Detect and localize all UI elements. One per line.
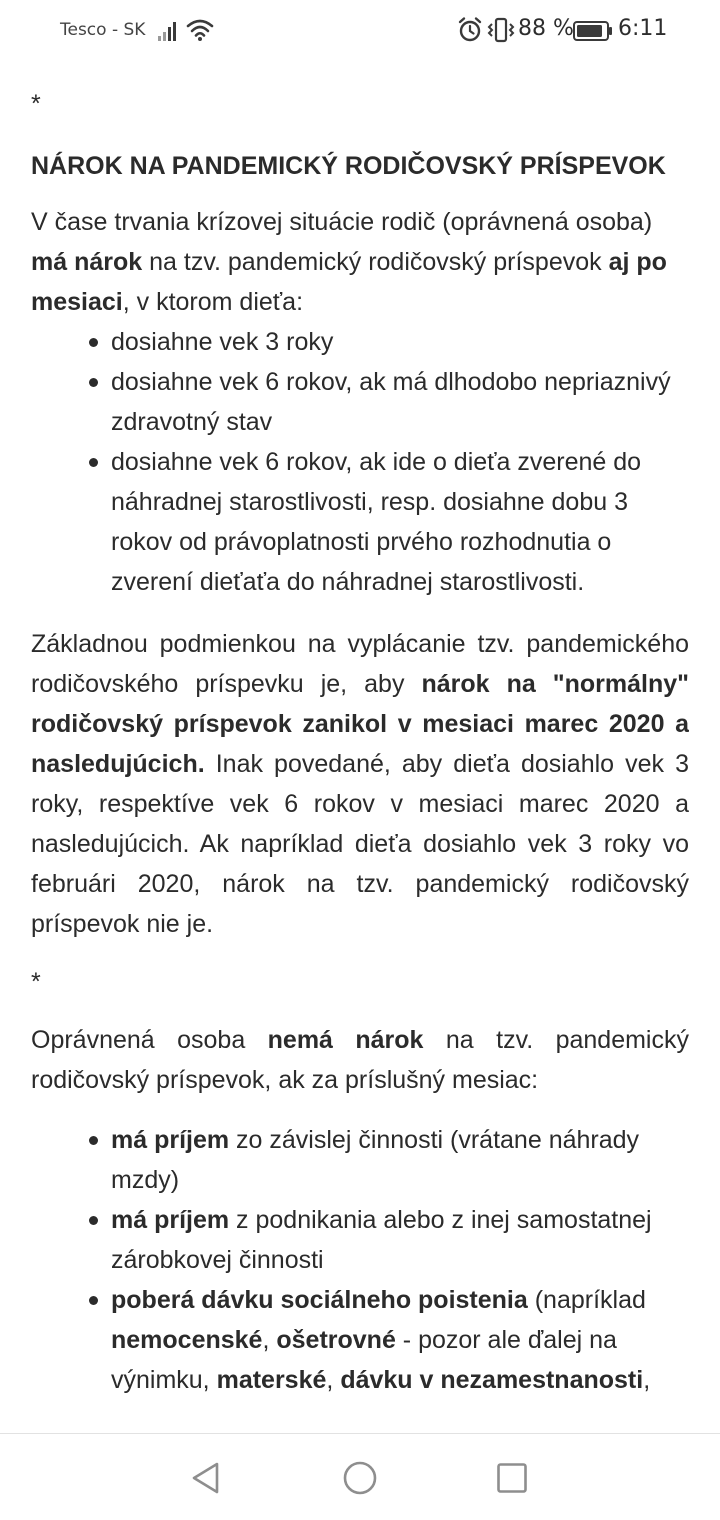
recent-apps-icon[interactable] (492, 1458, 532, 1498)
vibrate-icon (486, 17, 516, 43)
alarm-icon (457, 16, 483, 44)
list-item: dosiahne vek 6 rokov, ak ide o dieťa zverené do náhradnej starostlivosti, resp. dosiahne dobu 3 rokov od právoplatnosti prvého rozhodnutia o zverení dieťaťa do náhradnej starostlivosti. (111, 442, 689, 602)
exclusion-paragraph: Oprávnená osoba nemá nárok na tzv. pandemický rodičovský príspevok, ak za príslušný mesiac: (31, 1026, 689, 1094)
signal-icon (157, 20, 179, 42)
status-bar (0, 0, 720, 62)
wifi-icon (186, 18, 214, 42)
list-item: dosiahne vek 6 rokov, ak má dlhodobo nepriaznivý zdravotný stav (111, 362, 689, 442)
battery-icon (573, 21, 613, 41)
exclusion-list (31, 1120, 689, 1400)
article-content (31, 84, 689, 1432)
carrier-name: Tesco - SK (60, 20, 146, 40)
condition-paragraph: Základnou podmienkou na vyplácanie tzv. pandemického rodičovského príspevku je, aby nárok na "normálny" rodičovský príspevok zanikol v mesiaci marec 2020 a nasledujúcich. Inak povedané, aby dieťa dosiahlo vek 3 roky, respektíve vek 6 rokov v mesiaci marec 2020 a nasledujúcich. Ak napríklad dieťa dosiahlo vek 3 roky vo februári 2020, nárok na tzv. pandemický rodičovský príspevok nie je. (31, 630, 689, 938)
list-item: poberá dávku sociálneho poistenia (napríklad nemocenské, ošetrovné - pozor ale ďalej na výnimku, materské, dávku v nezamestnanosti, (111, 1280, 689, 1400)
battery-percent: 88 % (518, 16, 574, 41)
back-icon[interactable] (186, 1458, 226, 1498)
list-item: dosiahne vek 3 roky (111, 322, 689, 362)
list-item: má príjem zo závislej činnosti (vrátane náhrady mzdy) (111, 1120, 689, 1200)
intro-paragraph: V čase trvania krízovej situácie rodič (oprávnená osoba) má nárok na tzv. pandemický rodičovský príspevok aj po mesiaci, v ktorom dieťa: (31, 208, 667, 316)
list-item: má príjem z podnikania alebo z inej samostatnej zárobkovej činnosti (111, 1200, 689, 1280)
eligibility-list (31, 322, 689, 602)
section-heading: NÁROK NA PANDEMICKÝ RODIČOVSKÝ PRÍSPEVOK (31, 152, 666, 180)
section-separator: * (31, 968, 41, 996)
home-icon[interactable] (340, 1458, 380, 1498)
clock-time: 6:11 (618, 16, 668, 41)
navigation-bar (0, 1434, 720, 1520)
content-fade (0, 1404, 720, 1434)
section-separator: * (31, 90, 41, 118)
